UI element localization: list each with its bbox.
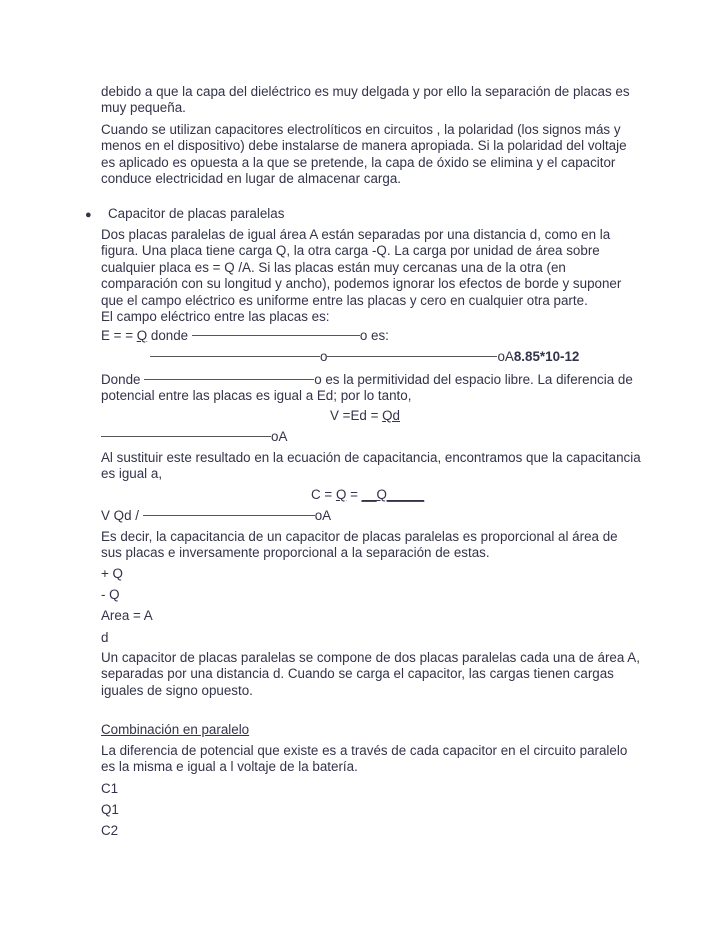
- donde-second-line: potencial entre las placas es igual a Ed; por lo tanto,: [101, 388, 412, 404]
- equation-constant: [150, 349, 630, 365]
- fraction-line: [143, 515, 315, 516]
- bullet-icon: ●: [85, 209, 92, 221]
- label-minus-q: - Q: [101, 587, 120, 602]
- paragraph-campo: El campo eléctrico entre las placas es:: [101, 309, 330, 324]
- eq1-epsilon: o es:: [359, 328, 389, 343]
- heading-combinacion-paralelo: Combinación en paralelo: [101, 722, 250, 737]
- c-eq-q: Q: [335, 487, 347, 502]
- fraction-line: [192, 335, 360, 336]
- paragraph-proporcional: Es decir, la capacitancia de un capacitor de placas paralelas es proporcional al área de sus placas e inversamente proporcional a la separación de estas.: [101, 529, 618, 561]
- fraction-line: [101, 436, 271, 437]
- paragraph-donde: [101, 372, 641, 405]
- v-eq-lhs: V =Ed =: [330, 408, 383, 423]
- label-plus-q: + Q: [101, 566, 123, 581]
- eq1-lhs: E = =: [101, 328, 137, 343]
- c-eq-eq: =: [346, 487, 362, 502]
- label-d: d: [101, 630, 109, 645]
- oa-label: oA: [271, 429, 288, 444]
- equation-oa: [101, 429, 641, 445]
- label-c1: C1: [101, 781, 119, 796]
- donde-start: Donde: [101, 372, 145, 387]
- label-c2: C2: [101, 823, 119, 838]
- paragraph-placas-description: Dos placas paralelas de igual área A están separadas por una distancia d, como en la figura. Una placa tiene carga Q, la otra carga -Q. La carga por unidad de área sobre cualquier placa es = Q /A. Si las placas están muy cercanas una de la otra (en comparación con su longitud y ancho), podemos ignorar los efectos de borde y suponer que el campo eléctrico es uniforme entre las placas y cero en cualquier otra parte.: [101, 227, 622, 308]
- label-q1: Q1: [101, 802, 119, 817]
- label-area: Area = A: [101, 608, 153, 623]
- equation-field: [101, 328, 641, 344]
- equation-capacitance: [311, 487, 511, 503]
- heading-placas-paralelas: Capacitor de placas paralelas: [108, 206, 285, 221]
- paragraph-dielectric: debido a que la capa del dieléctrico es muy delgada y por ello la separación de placas es muy pequeña.: [101, 84, 630, 116]
- fraction-line: [150, 356, 320, 357]
- paragraph-compone: Un capacitor de placas paralelas se compone de dos placas paralelas cada una de área A, separadas por una distancia d. Cuando se carga el capacitor, las cargas tienen cargas iguales de signo opuesto.: [101, 650, 640, 698]
- eq2-o: o: [320, 349, 328, 364]
- eq1-donde: donde: [147, 328, 192, 343]
- donde-end: o es la permitividad del espacio libre. La diferencia de: [314, 372, 633, 387]
- paragraph-polarity: Cuando se utilizan capacitores electrolíticos en circuitos , la polaridad (los signos más y menos en el dispositivo) debe instalarse de manera apropiada. Si la polaridad del voltaje es aplicado es opuesta a la que se pretende, la capa de óxido se elimina y el capacitor conduce electricidad en lugar de almacenar carga.: [101, 122, 627, 187]
- vqd-oa: oA: [314, 508, 332, 523]
- equation-vqd: [101, 508, 641, 524]
- c-eq-rhs: __Q_____: [361, 487, 425, 502]
- paragraph-diferencia: La diferencia de potencial que existe es a través de cada capacitor en el circuito paralelo es la misma e igual a l voltaje de la batería.: [101, 743, 628, 775]
- equation-voltage: [330, 408, 530, 424]
- fraction-line: [327, 356, 497, 357]
- paragraph-sustituir: Al sustituir este resultado en la ecuación de capacitancia, encontramos que la capacitancia es igual a,: [101, 450, 641, 482]
- eq1-q: Q: [136, 328, 148, 343]
- c-eq-lhs: C =: [311, 487, 336, 502]
- eq2-oa: oA: [497, 349, 514, 364]
- fraction-line: [144, 379, 314, 380]
- vqd-label: V Qd /: [101, 508, 143, 523]
- v-eq-qd: Qd: [382, 408, 400, 423]
- eq2-value: 8.85*10-12: [513, 349, 580, 364]
